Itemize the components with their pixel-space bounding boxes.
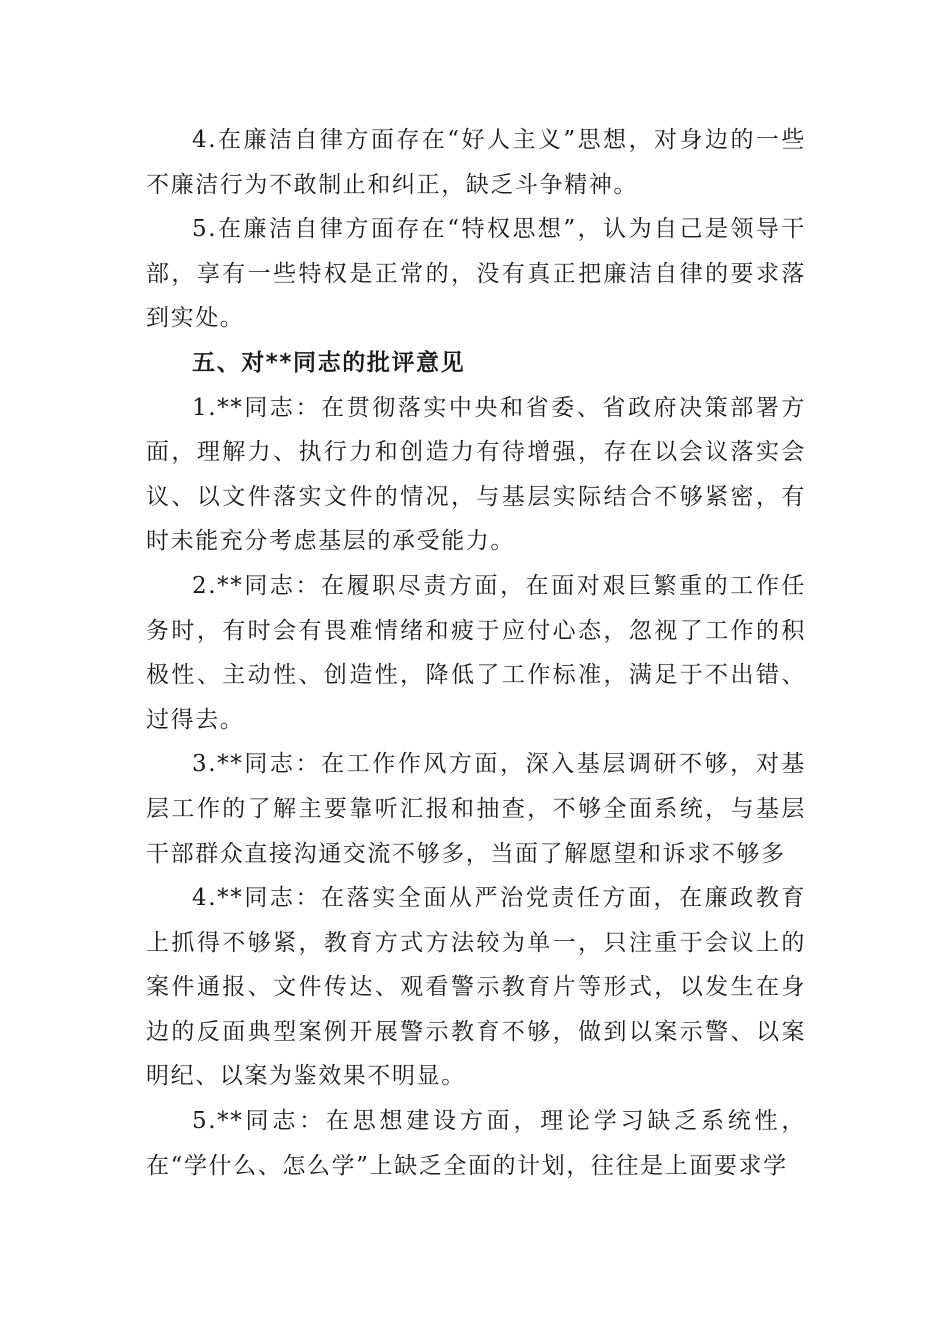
criticism-item-3: 3.**同志：在工作作风方面，深入基层调研不够，对基层工作的了解主要靠听汇报和抽查，不够全面系统，与基层干部群众直接沟通交流不够多，当面了解愿望和诉求不够多 — [146, 751, 806, 867]
paragraph-item-5-privilege: 5.在廉洁自律方面存在“特权思想”，认为自己是领导干部，享有一些特权是正常的，没有真正把廉洁自律的要求落到实处。 — [146, 216, 806, 332]
criticism-item-2: 2.**同志：在履职尽责方面，在面对艰巨繁重的工作任务时，有时会有畏难情绪和疲于应付心态，忽视了工作的积极性、主动性、创造性，降低了工作标准，满足于不出错、过得去。 — [146, 572, 806, 733]
document-body — [146, 118, 806, 1188]
criticism-item-5: 5.**同志：在思想建设方面，理论学习缺乏系统性，在“学什么、怎么学”上缺乏全面的计划，往往是上面要求学 — [146, 1108, 806, 1179]
criticism-item-1: 1.**同志：在贯彻落实中央和省委、省政府决策部署方面，理解力、执行力和创造力有待增强，存在以会议落实会议、以文件落实文件的情况，与基层实际结合不够紧密，有时未能充分考虑基层的承受能力。 — [146, 394, 806, 555]
paragraph-item-4-integrity: 4.在廉洁自律方面存在“好人主义”思想，对身边的一些不廉洁行为不敢制止和纠正，缺乏斗争精神。 — [146, 127, 806, 198]
section-heading: 五、对**同志的批评意见 — [192, 349, 466, 376]
criticism-item-4: 4.**同志：在落实全面从严治党责任方面，在廉政教育上抓得不够紧，教育方式方法较为单一，只注重于会议上的案件通报、文件传达、观看警示教育片等形式，以发生在身边的反面典型案例开展警示教育不够，做到以案示警、以案明纪、以案为鉴效果不明显。 — [146, 885, 806, 1090]
